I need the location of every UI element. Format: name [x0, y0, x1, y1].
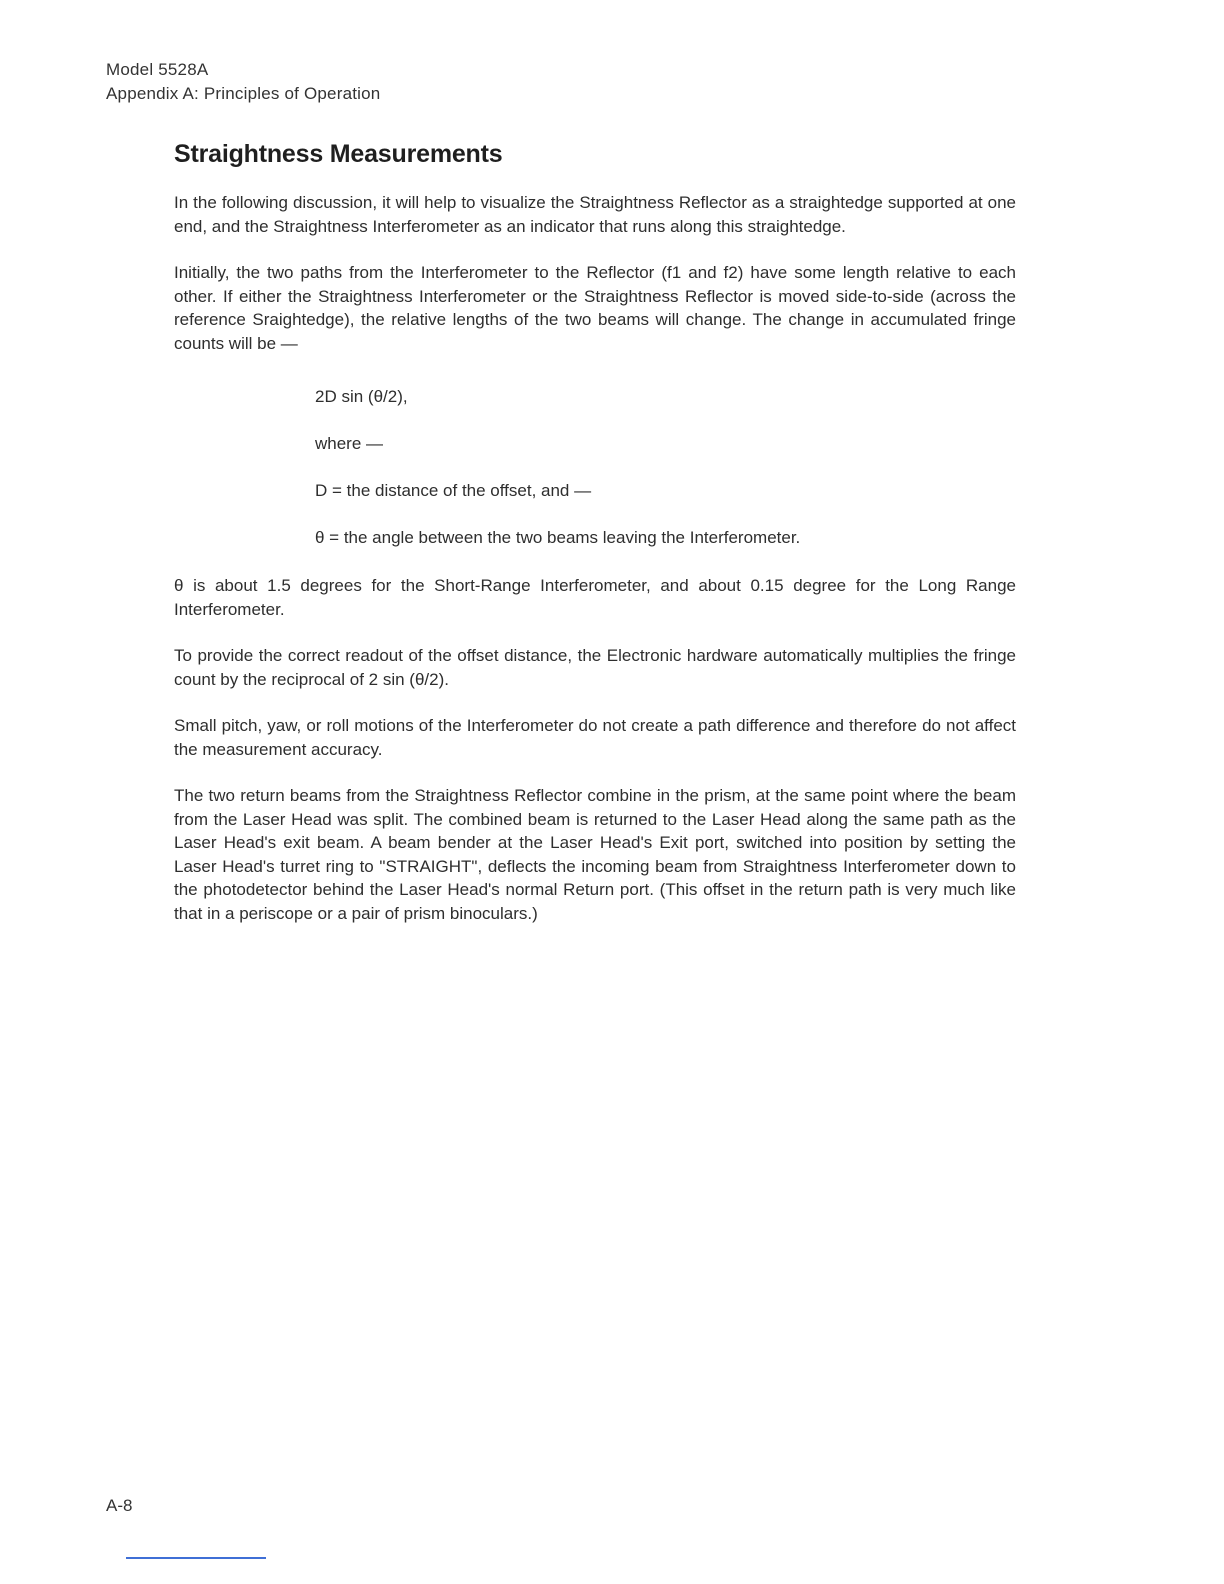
- equation-d-definition: D = the distance of the offset, and —: [315, 481, 592, 500]
- equation-where: where —: [315, 434, 384, 453]
- paragraph-readout: To provide the correct readout of the offset distance, the Electronic hardware automatically multiplies the fringe count by the reciprocal of 2 sin (θ/2).: [174, 646, 1016, 689]
- section-title: Straightness Measurements: [174, 140, 503, 168]
- paragraph-intro: In the following discussion, it will help to visualize the Straightness Reflector as a straightedge supported at one end, and the Straightness Interferometer as an indicator that runs along this straightedge.: [174, 193, 1016, 236]
- header-model: Model 5528A: [106, 60, 209, 79]
- equation-theta-definition: θ = the angle between the two beams leaving the Interferometer.: [315, 528, 801, 547]
- paragraph-return-beams: The two return beams from the Straightness Reflector combine in the prism, at the same point where the beam from the Laser Head was split. The combined beam is returned to the Laser Head along the same path as the Laser Head's exit beam. A beam bender at the Laser Head's Exit port, switched into position by setting the Laser Head's turret ring to "STRAIGHT", deflects the incoming beam from Straightness Interferometer down to the photodetector behind the Laser Head's normal Return port. (This offset in the return path is very much like that in a periscope or a pair of prism binoculars.): [174, 786, 1016, 923]
- page-number: A-8: [106, 1496, 133, 1515]
- equation-formula: 2D sin (θ/2),: [315, 387, 408, 406]
- header-appendix: Appendix A: Principles of Operation: [106, 84, 381, 103]
- page-body: [174, 138, 1016, 948]
- paragraph-theta-values: θ is about 1.5 degrees for the Short-Range Interferometer, and about 0.15 degree for the Long Range Interferometer.: [174, 576, 1016, 619]
- paragraph-pitch-yaw-roll: Small pitch, yaw, or roll motions of the Interferometer do not create a path difference and therefore do not affect the measurement accuracy.: [174, 716, 1016, 759]
- equation-block: [315, 385, 1016, 550]
- running-header: [106, 58, 380, 106]
- paragraph-initial-paths: Initially, the two paths from the Interferometer to the Reflector (f1 and f2) have some length relative to each other. If either the Straightness Interferometer or the Straightness Reflector is moved side-to-side (across the reference Sraightedge), the relative lengths of the two beams will change. The change in accumulated fringe counts will be —: [174, 263, 1016, 353]
- footer-rule: [126, 1557, 266, 1559]
